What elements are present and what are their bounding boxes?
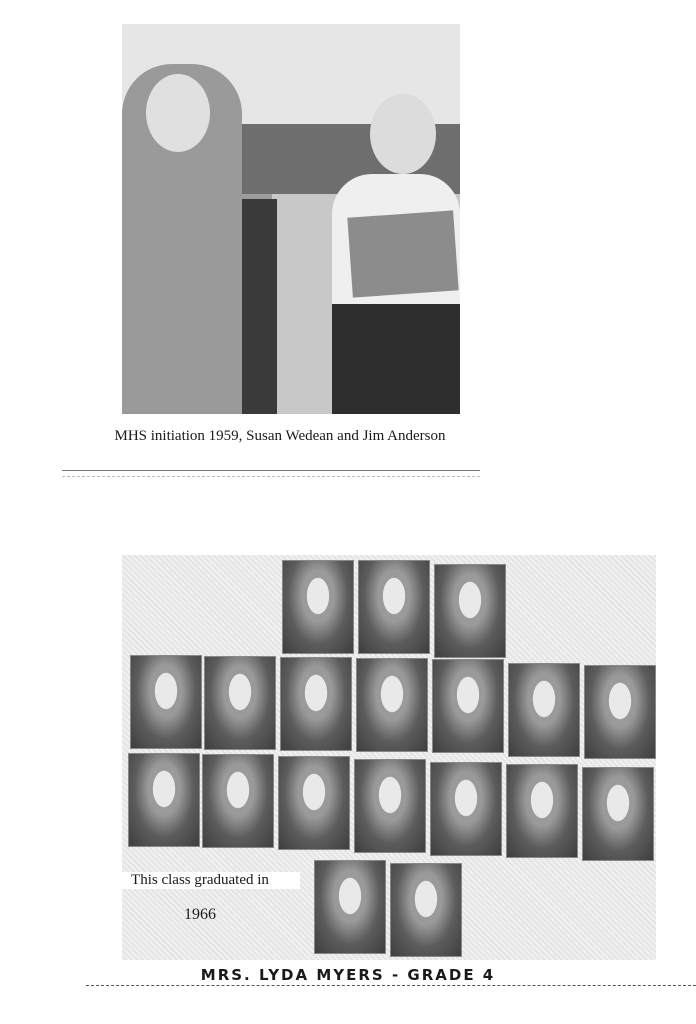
divider-line-faint xyxy=(62,476,480,477)
student-portrait xyxy=(356,658,428,752)
student-portrait xyxy=(314,860,386,954)
student-portrait xyxy=(280,657,352,751)
student-portrait xyxy=(204,656,276,750)
initiation-photo xyxy=(122,24,460,414)
student-portrait xyxy=(430,762,502,856)
graduation-year: 1966 xyxy=(184,906,216,923)
student-portrait xyxy=(130,655,202,749)
student-portrait xyxy=(202,754,274,848)
student-portrait xyxy=(278,756,350,850)
photo-head-left xyxy=(146,74,210,152)
divider-line xyxy=(62,470,480,471)
class-photo xyxy=(122,555,656,960)
class-caption: This class graduated in xyxy=(100,872,300,889)
student-portrait xyxy=(508,663,580,757)
student-portrait xyxy=(282,560,354,654)
photo-skirt xyxy=(332,304,460,414)
student-portrait xyxy=(358,560,430,654)
student-portrait xyxy=(584,665,656,759)
bottom-rule xyxy=(86,985,696,986)
student-portrait xyxy=(434,564,506,658)
student-portrait xyxy=(582,767,654,861)
student-portrait xyxy=(432,659,504,753)
student-portrait xyxy=(128,753,200,847)
student-portrait xyxy=(354,759,426,853)
photo-head-right xyxy=(370,94,436,174)
student-portrait xyxy=(390,863,462,957)
student-portrait xyxy=(506,764,578,858)
initiation-caption: MHS initiation 1959, Susan Wedean and Jim Anderson xyxy=(114,428,446,444)
teacher-label: MRS. LYDA MYERS - GRADE 4 xyxy=(200,966,496,984)
photo-sign xyxy=(347,210,458,297)
